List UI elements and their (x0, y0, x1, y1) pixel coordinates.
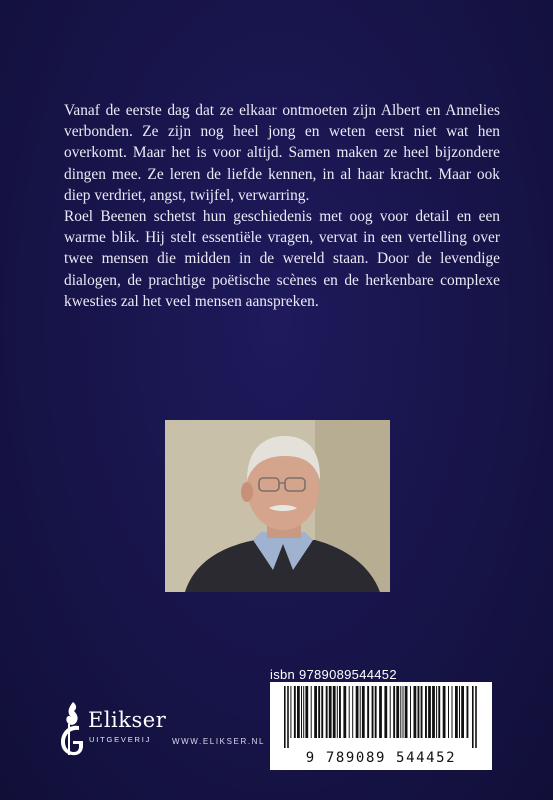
barcode-bars (270, 682, 492, 752)
author-photo (165, 420, 390, 592)
publisher-website: WWW.ELIKSER.NL (172, 737, 266, 746)
publisher-name: Elikser (88, 708, 167, 732)
blurb-paragraph-2: Roel Beenen schetst hun geschiedenis met oog voor detail en een warme blik. Hij stelt essentiële vragen, vervat in een vertelling over twee mensen die midden in de wereld staan. Door de levendige dialogen, de prachtige poëtische scènes en de herkenbare complexe kwesties zal het veel mensen aanspreken. (64, 208, 500, 310)
back-cover-blurb (64, 100, 500, 312)
blurb-paragraph-1: Vanaf de eerste dag dat ze elkaar ontmoeten zijn Albert en Annelies verbonden. Ze zijn nog heel jong en weten eerst niet wat hen overkomt. Maar het is voor altijd. Samen maken ze heel bijzondere dingen mee. Ze leren de liefde kennen, in al haar kracht. Maar ook diep verdriet, angst, twijfel, verwarring. (64, 102, 500, 204)
publisher-subtitle: UITGEVERIJ (89, 735, 152, 744)
publisher-logo (55, 700, 165, 760)
barcode-digits: 9 789089 544452 (305, 750, 457, 766)
barcode (270, 682, 492, 770)
isbn-label: isbn 9789089544452 (270, 667, 397, 682)
publisher-emblem-icon (55, 700, 89, 758)
